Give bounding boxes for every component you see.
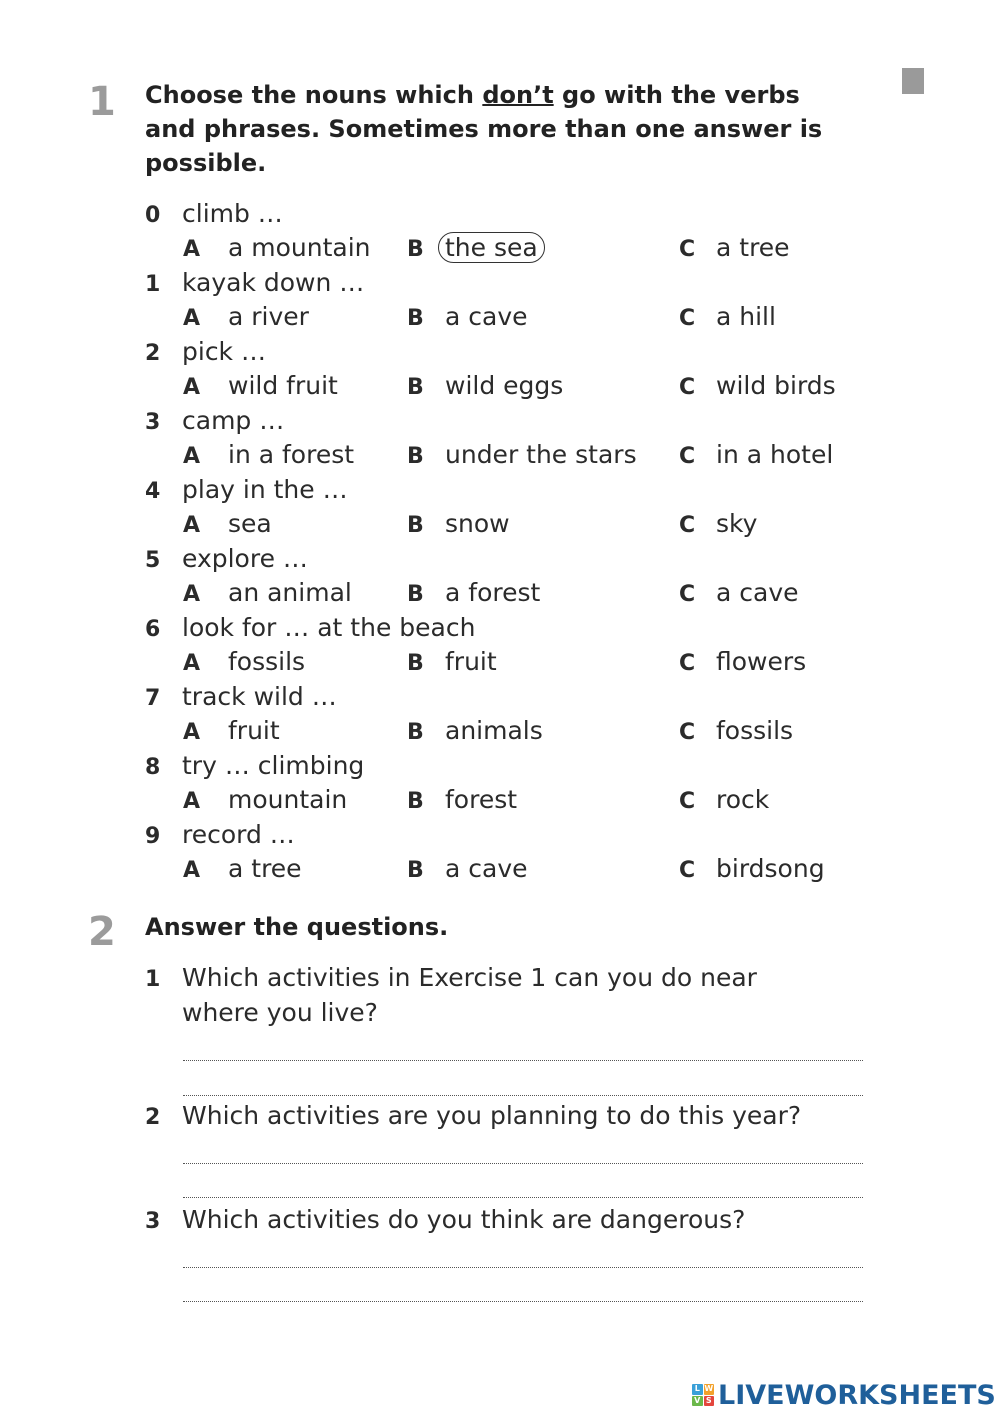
option-text: a mountain (228, 233, 371, 262)
option-text: sea (228, 509, 272, 538)
option-letter-b (407, 300, 424, 336)
option-letter: B (407, 375, 424, 400)
logo-icon-letter: S (704, 1396, 715, 1407)
option-letter-c (679, 300, 695, 336)
option-c-item-5[interactable] (716, 576, 799, 610)
option-letter-b (407, 783, 424, 819)
question-number: 3 (145, 1209, 161, 1234)
option-letter: A (183, 513, 201, 538)
option-c-item-2[interactable] (716, 369, 836, 403)
option-b-item-9[interactable] (445, 852, 528, 886)
option-letter-b (407, 714, 424, 750)
item-number: 9 (145, 824, 161, 849)
option-letter-a (183, 852, 200, 888)
option-text: wild eggs (445, 371, 564, 400)
option-letter: C (679, 582, 696, 607)
option-letter-a (183, 783, 200, 819)
option-letter: B (407, 306, 424, 331)
question-number: 1 (145, 967, 161, 992)
option-letter-c (679, 438, 695, 474)
option-letter-a (183, 300, 200, 336)
answer-line (183, 1301, 863, 1302)
item-prompt-text: explore … (182, 544, 308, 573)
option-text: a hill (716, 302, 776, 331)
option-b-item-0[interactable] (445, 231, 545, 265)
option-text: in a forest (228, 440, 355, 469)
option-letter-b (407, 576, 424, 612)
option-text: a cave (716, 578, 799, 607)
option-letter: C (679, 858, 696, 883)
option-letter-b (407, 231, 424, 267)
option-letter: B (407, 720, 424, 745)
question-text: Which activities do you think are dangerous? (182, 1205, 746, 1234)
option-letter-a (183, 369, 200, 405)
option-letter-a (183, 507, 200, 543)
option-letter-c (679, 576, 695, 612)
option-text: a river (228, 302, 309, 331)
option-text: fossils (228, 647, 306, 676)
instruction-text: go with the verbs and phrases. Sometimes more than one answer is possible. (145, 81, 823, 177)
option-letter: C (679, 237, 696, 262)
option-letter-c (679, 852, 695, 888)
option-letter: B (407, 858, 424, 883)
option-letter: B (407, 444, 424, 469)
item-prompt-1 (145, 266, 364, 302)
option-text: a cave (445, 302, 528, 331)
item-prompt-text: climb … (182, 199, 283, 228)
circled-answer: the sea (438, 232, 545, 263)
option-letter-c (679, 783, 695, 819)
exercise-2-number: 2 (88, 909, 116, 955)
answer-line (183, 1197, 863, 1198)
option-a-item-1[interactable] (228, 300, 309, 334)
option-text: a tree (228, 854, 302, 883)
question-number: 2 (145, 1105, 161, 1130)
option-text: snow (445, 509, 510, 538)
corner-marker (902, 68, 924, 94)
option-a-item-0[interactable] (228, 231, 371, 265)
option-letter: C (679, 306, 696, 331)
answer-line (183, 1095, 863, 1096)
logo-text: LIVEWORKSHEETS (718, 1379, 996, 1411)
item-prompt-8 (145, 749, 364, 785)
option-letter: B (407, 789, 424, 814)
item-prompt-3 (145, 404, 284, 440)
option-text: forest (445, 785, 518, 814)
option-a-item-5[interactable] (228, 576, 352, 610)
item-prompt-2 (145, 335, 266, 371)
liveworksheets-logo[interactable] (692, 1380, 996, 1410)
option-text: fossils (716, 716, 794, 745)
option-letter-c (679, 507, 695, 543)
item-number: 2 (145, 341, 161, 366)
option-letter-b (407, 645, 424, 681)
option-b-item-5[interactable] (445, 576, 540, 610)
option-text: flowers (716, 647, 807, 676)
item-number: 3 (145, 410, 161, 435)
option-b-item-3[interactable] (445, 438, 637, 472)
option-letter: A (183, 237, 201, 262)
option-text: sky (716, 509, 758, 538)
item-prompt-text: kayak down … (182, 268, 365, 297)
option-text: fruit (228, 716, 280, 745)
question-1 (145, 960, 875, 1030)
item-prompt-7 (145, 680, 337, 716)
instruction-underlined-word: don’t (482, 81, 554, 109)
option-letter-a (183, 714, 200, 750)
option-letter: C (679, 651, 696, 676)
option-letter: B (407, 651, 424, 676)
option-text: a tree (716, 233, 790, 262)
option-b-item-4[interactable] (445, 507, 510, 541)
answer-line (183, 1060, 863, 1061)
option-text: wild fruit (228, 371, 338, 400)
option-text: animals (445, 716, 543, 745)
option-b-item-8[interactable] (445, 783, 517, 817)
option-text: fruit (445, 647, 497, 676)
option-a-item-7[interactable] (228, 714, 280, 748)
option-letter-c (679, 369, 695, 405)
option-letter-c (679, 714, 695, 750)
option-letter: A (183, 651, 201, 676)
option-letter-a (183, 231, 200, 267)
option-letter: C (679, 513, 696, 538)
option-letter: A (183, 789, 201, 814)
item-prompt-text: play in the … (182, 475, 348, 504)
item-number: 5 (145, 548, 161, 573)
option-text: an animal (228, 578, 352, 607)
item-prompt-text: camp … (182, 406, 285, 435)
option-b-item-2[interactable] (445, 369, 563, 403)
instruction-text: Choose the nouns which (145, 81, 483, 109)
option-c-item-8[interactable] (716, 783, 769, 817)
option-a-item-4[interactable] (228, 507, 272, 541)
option-letter-b (407, 852, 424, 888)
item-prompt-5 (145, 542, 308, 578)
liveworksheets-logo-icon (692, 1384, 714, 1406)
option-letter-b (407, 507, 424, 543)
option-b-item-7[interactable] (445, 714, 543, 748)
option-a-item-8[interactable] (228, 783, 347, 817)
item-number: 6 (145, 617, 161, 642)
item-prompt-text: track wild … (182, 682, 337, 711)
option-c-item-7[interactable] (716, 714, 793, 748)
answer-input-1a[interactable] (183, 1030, 867, 1060)
question-text: Which activities are you planning to do this year? (182, 1101, 802, 1130)
answer-line (183, 1267, 863, 1268)
answer-line (183, 1163, 863, 1164)
item-prompt-text: record … (182, 820, 295, 849)
exercise-2-instruction: Answer the questions. (145, 913, 449, 941)
exercise-1-instruction (145, 78, 845, 180)
option-letter-a (183, 438, 200, 474)
option-text: mountain (228, 785, 348, 814)
item-number: 1 (145, 272, 161, 297)
answer-input-2a[interactable] (183, 1134, 867, 1164)
option-letter-b (407, 438, 424, 474)
answer-input-3a[interactable] (183, 1238, 867, 1268)
option-text: birdsong (716, 854, 825, 883)
option-letter: C (679, 720, 696, 745)
question-text: Which activities in Exercise 1 can you do near where you live? (182, 963, 757, 1027)
answer-input-3b[interactable] (183, 1272, 867, 1302)
option-text: a cave (445, 854, 528, 883)
option-letter: C (679, 375, 696, 400)
option-b-item-6[interactable] (445, 645, 497, 679)
option-a-item-6[interactable] (228, 645, 305, 679)
item-prompt-text: look for … at the beach (182, 613, 476, 642)
option-text: under the stars (445, 440, 637, 469)
option-letter: A (183, 375, 201, 400)
item-number: 8 (145, 755, 161, 780)
option-letter: C (679, 789, 696, 814)
option-c-item-9[interactable] (716, 852, 825, 886)
option-letter-a (183, 645, 200, 681)
answer-input-1b[interactable] (183, 1066, 867, 1096)
option-letter: A (183, 306, 201, 331)
option-letter: C (679, 444, 696, 469)
item-prompt-text: try … climbing (182, 751, 365, 780)
item-number: 0 (145, 203, 161, 228)
option-letter-c (679, 645, 695, 681)
question-3 (145, 1202, 875, 1239)
item-number: 7 (145, 686, 161, 711)
option-a-item-3[interactable] (228, 438, 354, 472)
option-text: in a hotel (716, 440, 834, 469)
option-b-item-1[interactable] (445, 300, 528, 334)
item-prompt-9 (145, 818, 295, 854)
option-c-item-0[interactable] (716, 231, 790, 265)
option-a-item-2[interactable] (228, 369, 338, 403)
option-c-item-1[interactable] (716, 300, 776, 334)
option-c-item-3[interactable] (716, 438, 833, 472)
option-letter-c (679, 231, 695, 267)
logo-icon-letter: L (692, 1384, 703, 1395)
item-prompt-0 (145, 197, 283, 233)
logo-icon-letter: V (692, 1396, 703, 1407)
item-prompt-4 (145, 473, 348, 509)
option-letter: A (183, 582, 201, 607)
option-letter: B (407, 582, 424, 607)
option-letter: B (407, 237, 424, 262)
answer-input-2b[interactable] (183, 1168, 867, 1198)
option-letter: A (183, 444, 201, 469)
question-2 (145, 1098, 875, 1135)
option-letter-b (407, 369, 424, 405)
option-text: a forest (445, 578, 541, 607)
option-c-item-4[interactable] (716, 507, 757, 541)
option-text: wild birds (716, 371, 836, 400)
logo-icon-letter: W (704, 1384, 714, 1393)
item-prompt-6 (145, 611, 475, 647)
option-letter: A (183, 720, 201, 745)
item-number: 4 (145, 479, 161, 504)
option-c-item-6[interactable] (716, 645, 806, 679)
item-prompt-text: pick … (182, 337, 266, 366)
option-letter: B (407, 513, 424, 538)
option-letter: A (183, 858, 201, 883)
option-text: rock (716, 785, 770, 814)
option-a-item-9[interactable] (228, 852, 302, 886)
exercise-1-number: 1 (88, 79, 116, 125)
option-letter-a (183, 576, 200, 612)
